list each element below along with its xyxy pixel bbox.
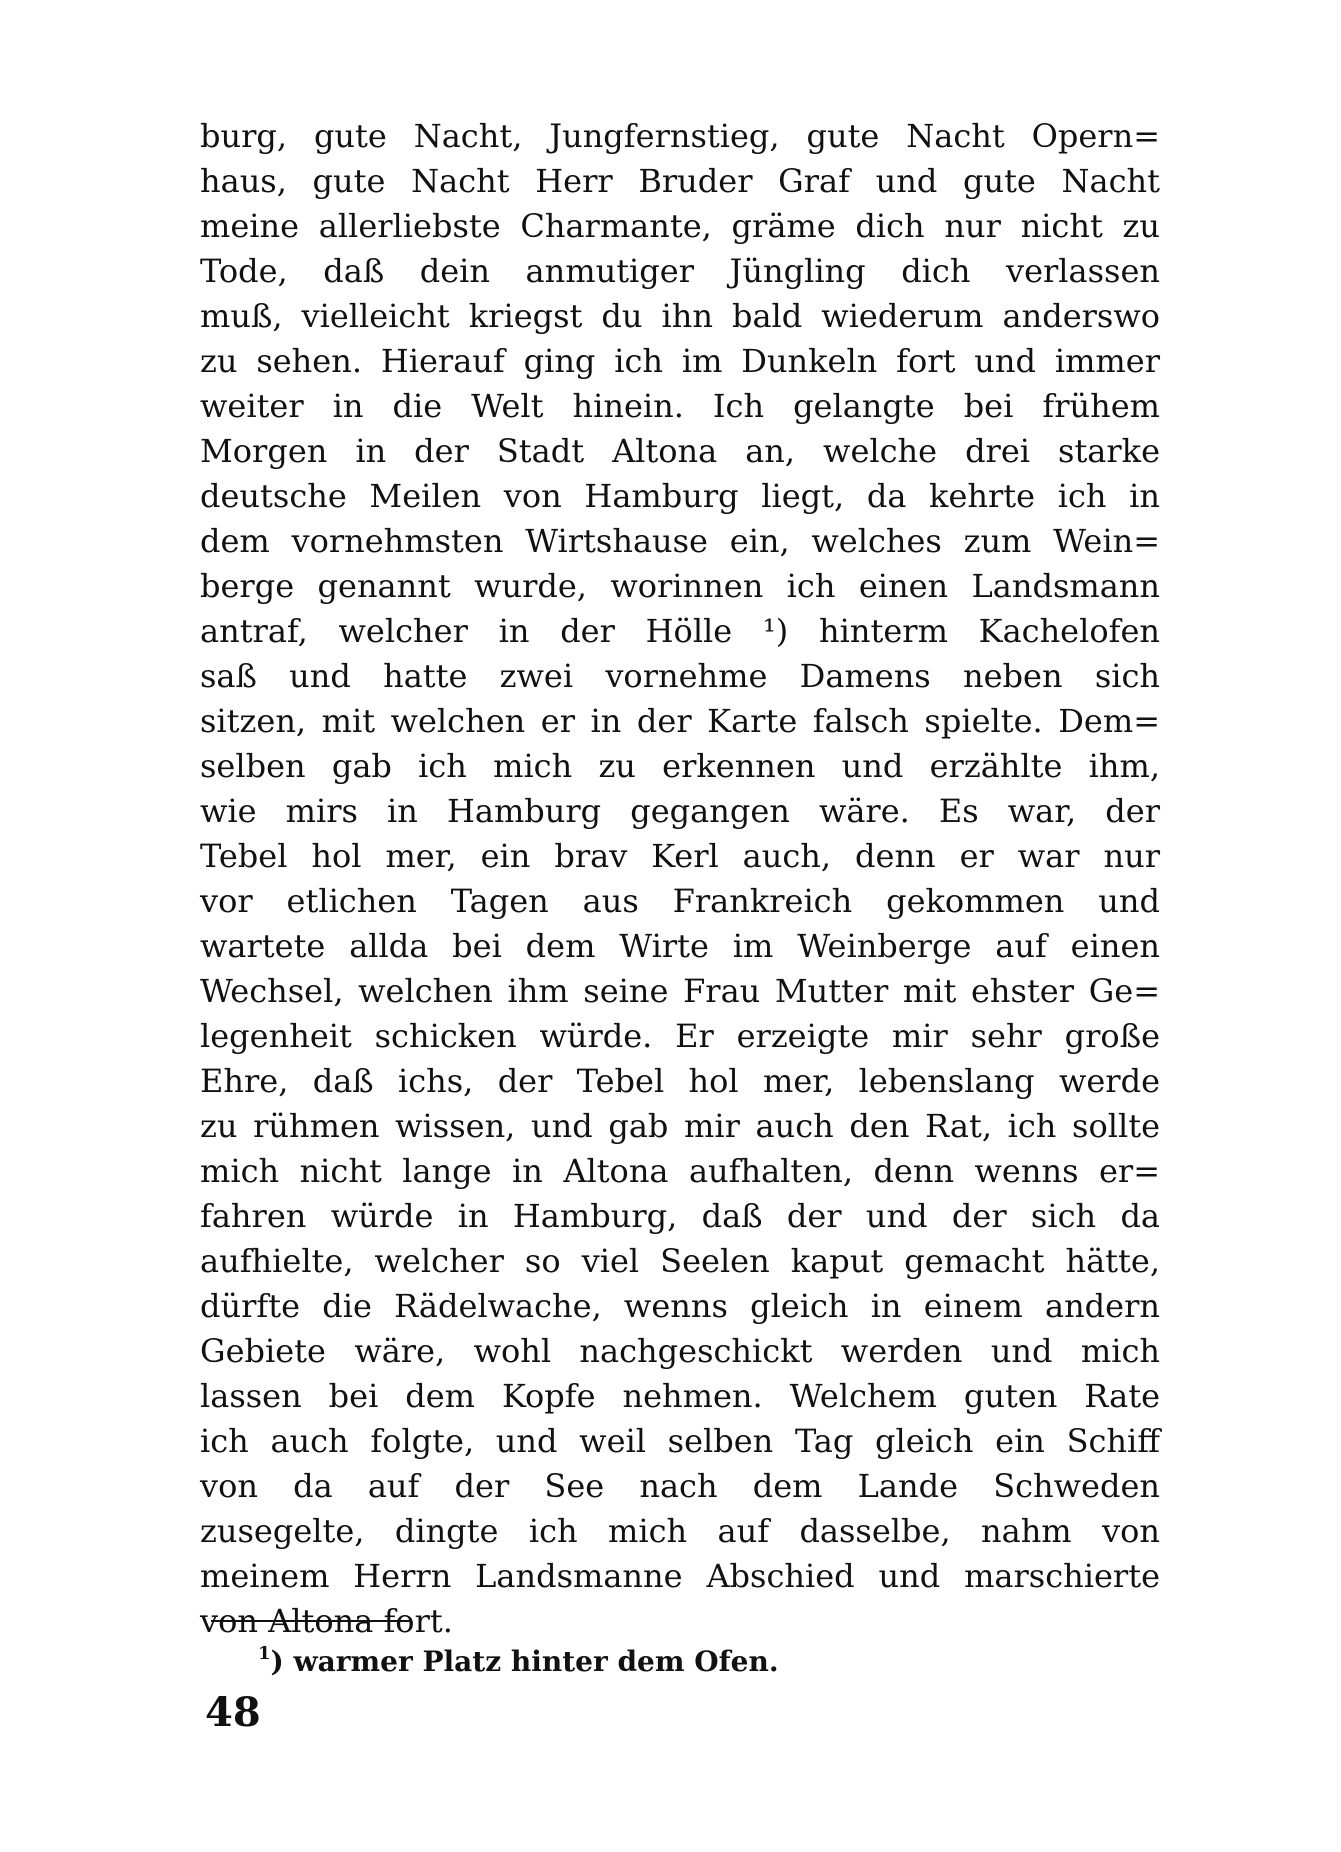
text-line: vor etlichen Tagen aus Frankreich gekommen und <box>200 882 1160 920</box>
text-line: fahren würde in Hamburg, daß der und der sich da <box>200 1197 1160 1235</box>
text-line: burg, gute Nacht, Jungfernstieg, gute Nacht Opern= <box>200 117 1160 155</box>
footnote <box>258 1634 779 1682</box>
text-line: saß und hatte zwei vornehme Damens neben sich <box>200 657 1160 695</box>
text-line: Morgen in der Stadt Altona an, welche drei starke <box>200 432 1160 470</box>
text-line: muß, vielleicht kriegst du ihn bald wiederum anderswo <box>200 297 1160 335</box>
body-text <box>200 114 1160 1644</box>
text-line: mich nicht lange in Altona aufhalten, denn wenns er= <box>200 1152 1160 1190</box>
text-line: zu sehen. Hierauf ging ich im Dunkeln fort und immer <box>200 342 1160 380</box>
text-line: weiter in die Welt hinein. Ich gelangte bei frühem <box>200 387 1160 425</box>
footnote-marker: 1 <box>258 1643 271 1664</box>
text-line: legenheit schicken würde. Er erzeigte mir sehr große <box>200 1017 1160 1055</box>
text-line: haus, gute Nacht Herr Bruder Graf und gute Nacht <box>200 162 1160 200</box>
text-line: meine allerliebste Charmante, gräme dich nur nicht zu <box>200 207 1160 245</box>
text-line: dem vornehmsten Wirtshause ein, welches zum Wein= <box>200 522 1160 560</box>
text-line: zu rühmen wissen, und gab mir auch den Rat, ich sollte <box>200 1107 1160 1145</box>
text-line: wie mirs in Hamburg gegangen wäre. Es war, der <box>200 792 1160 830</box>
text-line: Tode, daß dein anmutiger Jüngling dich verlassen <box>200 252 1160 290</box>
text-line: Gebiete wäre, wohl nachgeschickt werden und mich <box>200 1332 1160 1370</box>
footnote-divider <box>211 1620 411 1622</box>
text-line-last: von Altona fort. <box>200 1602 453 1640</box>
footnote-text: ) warmer Platz hinter dem Ofen. <box>270 1645 779 1678</box>
text-line: Wechsel, welchen ihm seine Frau Mutter mit ehster Ge= <box>200 972 1160 1010</box>
text-line: aufhielte, welcher so viel Seelen kaput gemacht hätte, <box>200 1242 1160 1280</box>
text-line: sitzen, mit welchen er in der Karte falsch spielte. Dem= <box>200 702 1160 740</box>
text-line: meinem Herrn Landsmanne Abschied und marschierte <box>200 1557 1160 1595</box>
text-line: deutsche Meilen von Hamburg liegt, da kehrte ich in <box>200 477 1160 515</box>
text-line: wartete allda bei dem Wirte im Weinberge auf einen <box>200 927 1160 965</box>
text-line: von da auf der See nach dem Lande Schweden <box>200 1467 1160 1505</box>
text-line: berge genannt wurde, worinnen ich einen Landsmann <box>200 567 1160 605</box>
page-number: 48 <box>205 1689 261 1736</box>
text-line: ich auch folgte, und weil selben Tag gleich ein Schiff <box>200 1422 1160 1460</box>
text-line: Tebel hol mer, ein brav Kerl auch, denn er war nur <box>200 837 1160 875</box>
text-line: Ehre, daß ichs, der Tebel hol mer, lebenslang werde <box>200 1062 1160 1100</box>
text-line: zusegelte, dingte ich mich auf dasselbe, nahm von <box>200 1512 1160 1550</box>
text-line: antraf, welcher in der Hölle ¹) hinterm Kachelofen <box>200 612 1160 650</box>
text-line: selben gab ich mich zu erkennen und erzählte ihm, <box>200 747 1160 785</box>
text-line: lassen bei dem Kopfe nehmen. Welchem guten Rate <box>200 1377 1160 1415</box>
text-line: dürfte die Rädelwache, wenns gleich in einem andern <box>200 1287 1160 1325</box>
